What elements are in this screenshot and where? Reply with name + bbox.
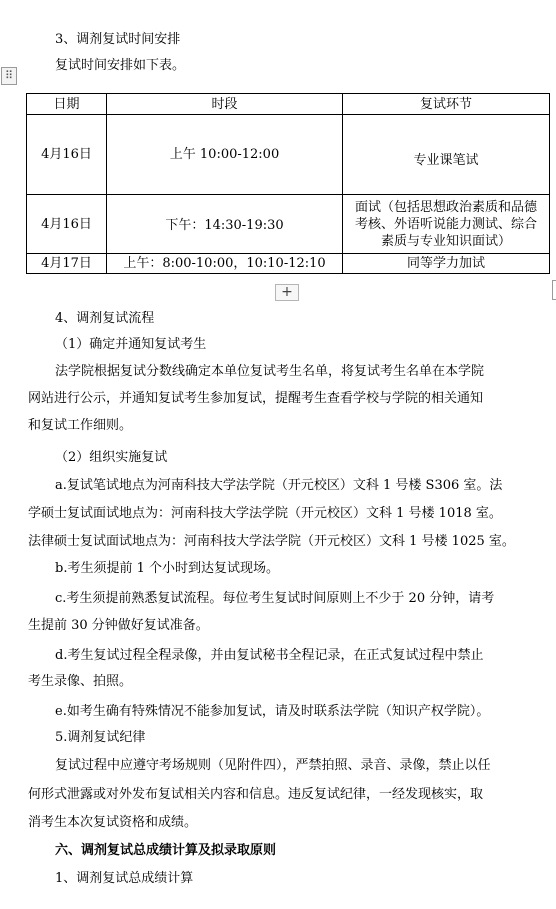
section-3-intro: 复试时间安排如下表。 <box>55 58 186 73</box>
cell-time: 上午：8:00-10:00，10:10-12:10 <box>107 254 343 274</box>
table-row <box>27 195 550 254</box>
step-1-line: 法学院根据复试分数线确定本单位复试考生名单，将复试考生名单在本学院 <box>55 364 485 379</box>
step-2-heading: （2）组织实施复试 <box>55 450 168 465</box>
cell-date: 4月16日 <box>27 195 107 254</box>
step-1-line: 网站进行公示，并通知复试考生参加复试，提醒考生查看学校与学院的相关通知 <box>28 391 484 406</box>
section-5-heading: 5.调剂复试纪律 <box>55 730 146 745</box>
item-d-line: d.考生复试过程全程录像，并由复试秘书全程记录，在正式复试过程中禁止 <box>55 648 484 663</box>
cell-stage <box>343 195 550 254</box>
item-d-line: 考生录像、拍照。 <box>28 674 133 689</box>
item-a-line: a.复试笔试地点为河南科技大学法学院（开元校区）文科 1 号楼 S306 室。法 <box>55 478 503 493</box>
step-1-heading: （1）确定并通知复试考生 <box>55 337 207 352</box>
page-edge-marker <box>552 280 556 300</box>
cell-time: 下午：14:30-19:30 <box>107 195 343 254</box>
item-c-line: c.考生须提前熟悉复试流程。每位考生复试时间原则上不少于 20 分钟，请考 <box>55 591 495 606</box>
cell-date: 4月17日 <box>27 254 107 274</box>
table-row <box>27 254 550 274</box>
header-stage: 复试环节 <box>343 94 550 115</box>
item-c-line: 生提前 30 分钟做好复试准备。 <box>28 618 209 633</box>
table-row <box>27 115 550 195</box>
table-move-handle-icon[interactable]: ⠿ <box>1 67 17 85</box>
cell-stage-line: 素质与专业知识面试） <box>380 234 511 249</box>
section-6-subheading: 1、调剂复试总成绩计算 <box>55 871 194 886</box>
add-row-button[interactable]: + <box>275 284 299 301</box>
header-date: 日期 <box>27 94 107 115</box>
schedule-table <box>26 93 550 274</box>
item-b: b.考生须提前 1 个小时到达复试现场。 <box>55 561 279 576</box>
section-3-heading: 3、调剂复试时间安排 <box>55 32 181 47</box>
header-time: 时段 <box>107 94 343 115</box>
item-a-line: 法律硕士复试面试地点为：河南科技大学法学院（开元校区）文科 1 号楼 1025 室。 <box>28 534 515 549</box>
cell-stage-line: 考核、外语听说能力测试、综合 <box>354 217 537 232</box>
table-header-row <box>27 94 550 115</box>
section-6-heading: 六、调剂复试总成绩计算及拟录取原则 <box>55 843 277 858</box>
item-e: e.如考生确有特殊情况不能参加复试，请及时联系法学院（知识产权学院）。 <box>55 704 490 719</box>
step-1-line: 和复试工作细则。 <box>28 418 133 433</box>
section-5-line: 何形式泄露或对外发布复试相关内容和信息。违反复试纪律，一经发现核实，取 <box>28 787 484 802</box>
item-a-line: 学硕士复试面试地点为：河南科技大学法学院（开元校区）文科 1 号楼 1018 室。 <box>28 506 502 521</box>
section-5-line: 复试过程中应遵守考场规则（见附件四），严禁拍照、录音、录像，禁止以任 <box>55 758 491 773</box>
section-5-line: 消考生本次复试资格和成绩。 <box>28 815 198 830</box>
cell-time: 上午 10:00-12:00 <box>107 115 343 195</box>
cell-date: 4月16日 <box>27 115 107 195</box>
cell-stage: 专业课笔试 <box>343 115 550 195</box>
cell-stage-line: 面试（包括思想政治素质和品德 <box>354 200 537 215</box>
cell-stage: 同等学力加试 <box>343 254 550 274</box>
section-4-heading: 4、调剂复试流程 <box>55 311 155 326</box>
